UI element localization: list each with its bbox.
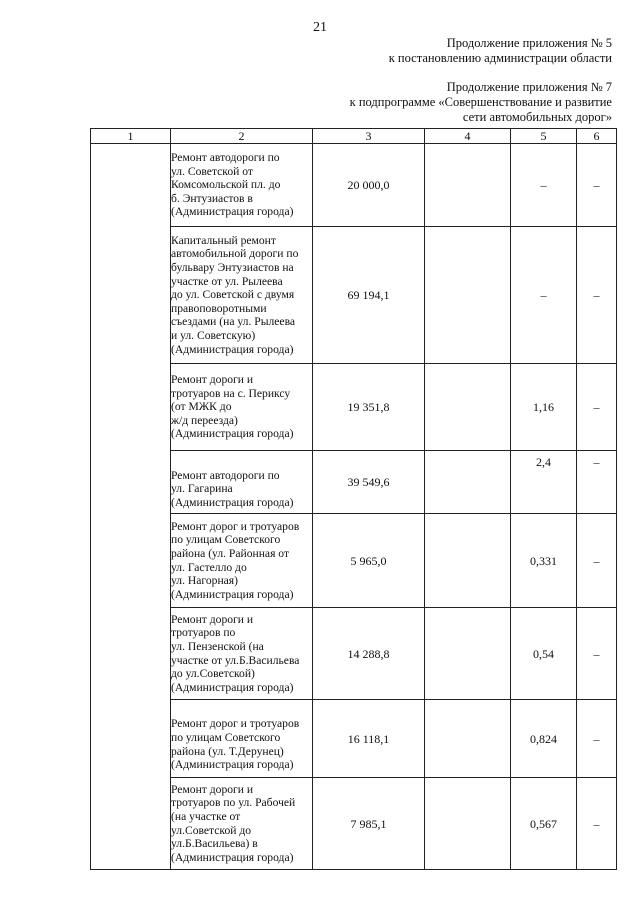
column-1-cell	[91, 144, 171, 870]
row-col6: –	[577, 514, 617, 608]
column-header-1: 1	[91, 129, 171, 144]
row-col4	[425, 451, 511, 514]
row-col4	[425, 700, 511, 778]
row-col4	[425, 364, 511, 451]
column-number-row	[91, 129, 617, 144]
row-description: Капитальный ремонт автомобильной дороги по бульвару Энтузиастов на участке от ул. Рылеева до ул. Советской с двумя правоповоротными съездами (на ул. Рылеева и ул. Советскую) (Администрация города)	[171, 227, 313, 364]
road-repair-table	[90, 128, 617, 870]
column-header-2: 2	[171, 129, 313, 144]
column-header-5: 5	[511, 129, 577, 144]
row-col5: 1,16	[511, 364, 577, 451]
row-col6: –	[577, 364, 617, 451]
header-appendix-7-line2: к подпрограмме «Совершенствование и развитие	[349, 95, 612, 109]
header-appendix-5-line2: к постановлению администрации области	[388, 51, 612, 65]
row-description: Ремонт дороги и тротуаров по ул. Рабочей (на участке от ул.Советской до ул.Б.Васильева) в (Администрация города)	[171, 778, 313, 870]
column-header-6: 6	[577, 129, 617, 144]
row-col6: –	[577, 144, 617, 227]
page-number: 21	[313, 20, 327, 35]
row-amount: 19 351,8	[313, 364, 425, 451]
column-header-3: 3	[313, 129, 425, 144]
header-appendix-5	[389, 36, 612, 66]
row-col5: 0,331	[511, 514, 577, 608]
row-col6: –	[577, 451, 617, 514]
row-col5: 2,4	[511, 451, 577, 514]
row-amount: 16 118,1	[313, 700, 425, 778]
row-col6: –	[577, 700, 617, 778]
row-amount: 14 288,8	[313, 608, 425, 700]
row-col5: 0,824	[511, 700, 577, 778]
row-amount: 69 194,1	[313, 227, 425, 364]
row-col6: –	[577, 778, 617, 870]
row-description: Ремонт дорог и тротуаров по улицам Советского района (ул. Т.Дерунец) (Администрация города)	[171, 700, 313, 778]
header-appendix-5-line1: Продолжение приложения № 5	[446, 36, 612, 50]
row-description: Ремонт автодороги по ул. Гагарина (Администрация города)	[171, 451, 313, 514]
row-description: Ремонт дорог и тротуаров по улицам Советского района (ул. Районная от ул. Гастелло до ул. Нагорная) (Администрация города)	[171, 514, 313, 608]
row-col5: 0,567	[511, 778, 577, 870]
row-amount: 39 549,6	[313, 451, 425, 514]
row-amount: 20 000,0	[313, 144, 425, 227]
row-col4	[425, 608, 511, 700]
row-col4	[425, 227, 511, 364]
row-description: Ремонт дороги и тротуаров на с. Периксу (от МЖК до ж/д переезда) (Администрация города)	[171, 364, 313, 451]
row-col4	[425, 144, 511, 227]
row-amount: 7 985,1	[313, 778, 425, 870]
row-col6: –	[577, 608, 617, 700]
row-col5: –	[511, 144, 577, 227]
row-col4	[425, 778, 511, 870]
row-description: Ремонт автодороги по ул. Советской от Комсомольской пл. до б. Энтузиастов в (Администрация города)	[171, 144, 313, 227]
header-appendix-7	[350, 80, 612, 125]
row-description: Ремонт дороги и тротуаров по ул. Пензенской (на участке от ул.Б.Васильева до ул.Советской) (Администрация города)	[171, 608, 313, 700]
row-col4	[425, 514, 511, 608]
column-header-4: 4	[425, 129, 511, 144]
row-amount: 5 965,0	[313, 514, 425, 608]
header-appendix-7-line3: сети автомобильных дорог»	[462, 110, 612, 124]
header-appendix-7-line1: Продолжение приложения № 7	[446, 80, 612, 94]
row-col5: 0,54	[511, 608, 577, 700]
row-col5: –	[511, 227, 577, 364]
table-row	[91, 144, 617, 227]
row-col6: –	[577, 227, 617, 364]
